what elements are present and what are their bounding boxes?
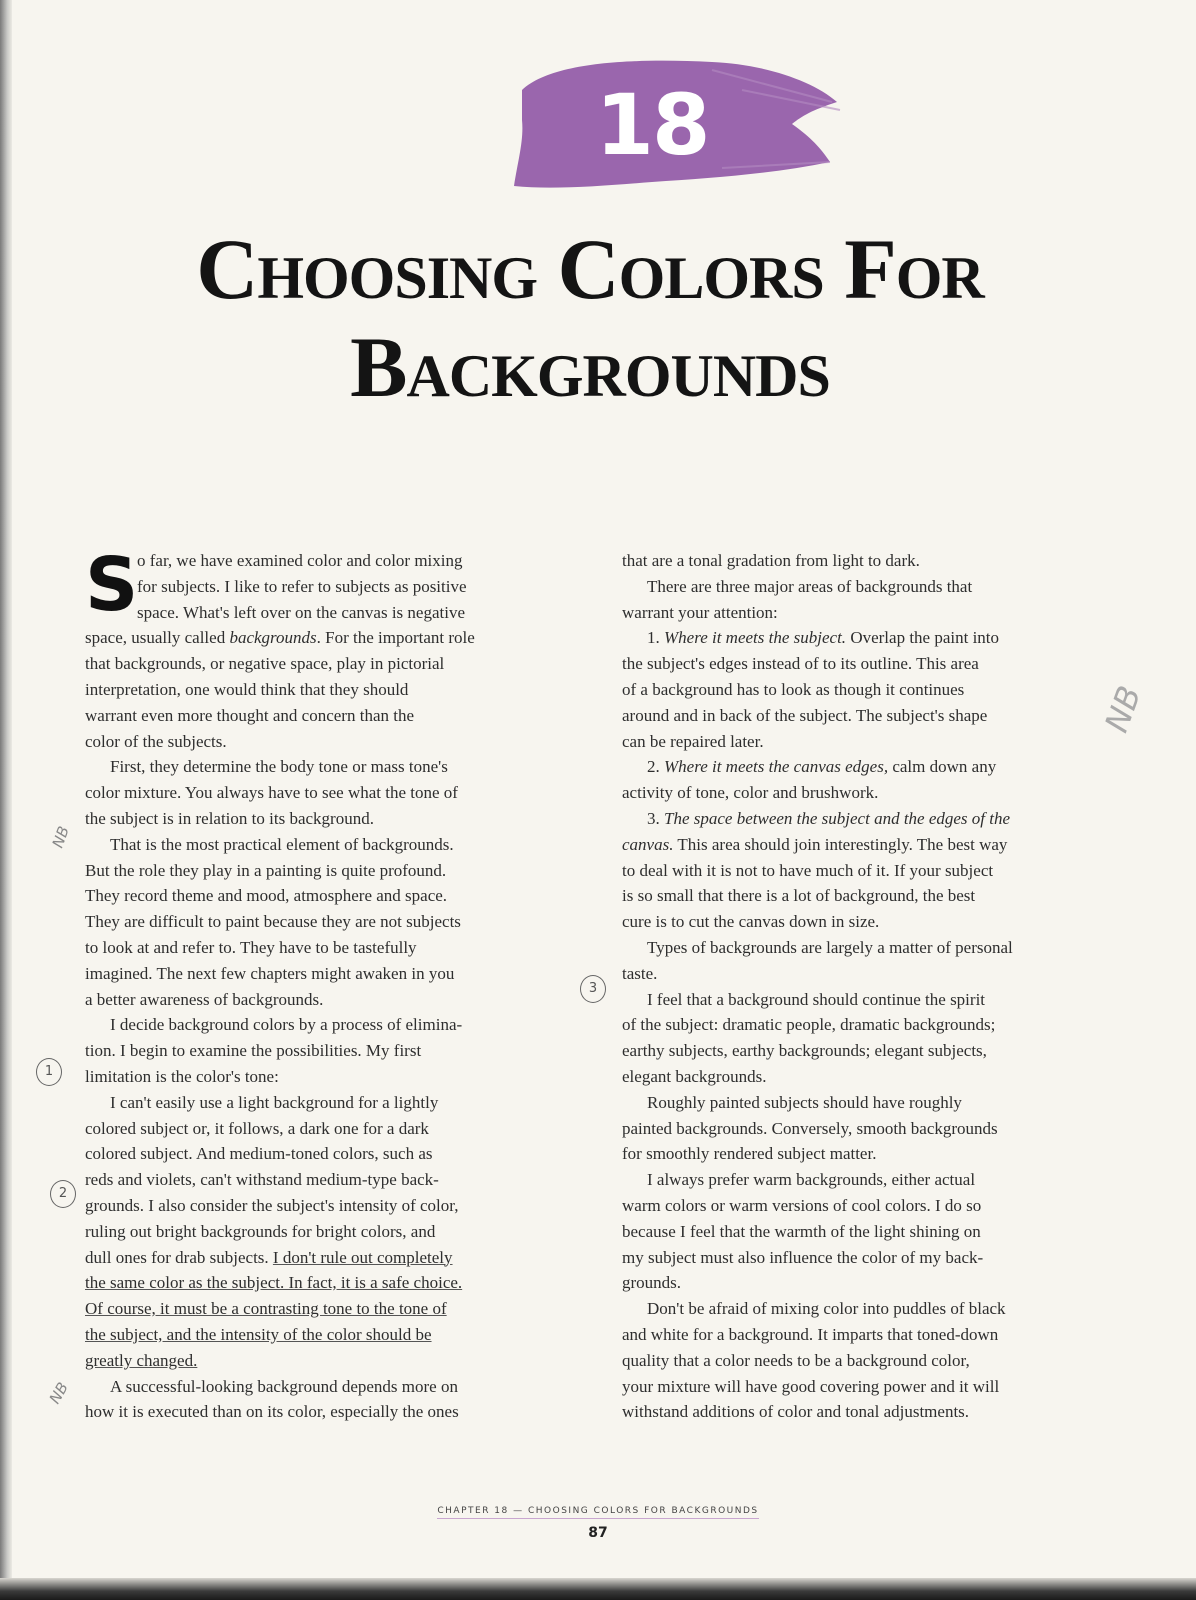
text-line	[622, 883, 1122, 909]
line-text: for subjects. I like to refer to subjects as positive	[137, 576, 467, 596]
line-text: around and in back of the subject. The subject's shape	[622, 705, 988, 725]
text-line	[622, 961, 1122, 987]
line-text: withstand additions of color and tonal adjustments.	[622, 1402, 970, 1422]
underlined-text: Of course, it must be a contrasting tone to the tone of	[85, 1299, 447, 1319]
text-line	[622, 858, 1122, 884]
text-line	[622, 1374, 1122, 1400]
line-text: warm colors or warm versions of cool colors. I do so	[622, 1195, 982, 1215]
text-line	[85, 729, 595, 755]
line-text: activity of tone, color and brushwork.	[622, 783, 879, 803]
text-line	[85, 909, 595, 935]
italic-phrase: backgrounds	[229, 628, 317, 648]
line-text: can be repaired later.	[622, 731, 764, 751]
line-text: Overlap the paint into	[846, 628, 1000, 648]
text-line	[85, 1193, 595, 1219]
italic-phrase: Where it meets the canvas edges,	[664, 757, 889, 777]
line-text: painted backgrounds. Conversely, smooth backgrounds	[622, 1118, 998, 1138]
line-text: that backgrounds, or negative space, play in pictorial	[85, 654, 445, 674]
text-line	[622, 1116, 1122, 1142]
text-line	[622, 574, 1122, 600]
line-text: 1.	[647, 628, 664, 648]
text-line	[622, 600, 1122, 626]
line-text: I always prefer warm backgrounds, either actual	[647, 1170, 976, 1190]
line-text: colored subject or, it follows, a dark one for a dark	[85, 1118, 429, 1138]
chapter-title	[90, 220, 1090, 416]
line-text: space. What's left over on the canvas is negative	[137, 602, 465, 622]
line-text: space, usually called	[85, 628, 230, 648]
text-line	[85, 1219, 595, 1245]
right-text-column	[622, 548, 1122, 1425]
line-text: the subject is in relation to its background.	[85, 808, 374, 828]
text-line	[622, 677, 1122, 703]
line-text: color mixture. You always have to see what the tone of	[85, 783, 458, 803]
italic-phrase: canvas.	[622, 834, 674, 854]
line-text: 2.	[647, 757, 664, 777]
text-line	[85, 961, 595, 987]
text-line	[622, 832, 1122, 858]
line-text: tion. I begin to examine the possibilities. My first	[85, 1041, 422, 1061]
text-line	[85, 754, 595, 780]
text-line	[622, 1193, 1122, 1219]
line-text: o far, we have examined color and color mixing	[137, 551, 463, 570]
text-line	[622, 806, 1122, 832]
left-text-column	[85, 542, 595, 1425]
drop-cap: S	[85, 542, 139, 628]
line-text: There are three major areas of backgrounds that	[647, 576, 973, 596]
text-line	[622, 1038, 1122, 1064]
line-text: of a background has to look as though it continues	[622, 679, 965, 699]
text-line	[85, 1270, 595, 1296]
text-line	[85, 1167, 595, 1193]
line-text: grounds. I also consider the subject's intensity of color,	[85, 1195, 459, 1215]
text-line	[85, 625, 595, 651]
line-text: ruling out bright backgrounds for bright colors, and	[85, 1221, 436, 1241]
line-text: color of the subjects.	[85, 731, 227, 751]
line-text: and white for a background. It imparts that toned-down	[622, 1324, 999, 1344]
text-line	[85, 1322, 595, 1348]
line-text: First, they determine the body tone or mass tone's	[110, 757, 448, 777]
text-line	[622, 909, 1122, 935]
page-number: 87	[588, 1525, 608, 1541]
text-line	[622, 1296, 1122, 1322]
text-line	[622, 1219, 1122, 1245]
text-line	[622, 1090, 1122, 1116]
line-text: I feel that a background should continue the spirit	[647, 989, 986, 1009]
line-text: Types of backgrounds are largely a matter of personal	[647, 937, 1013, 957]
text-line	[85, 935, 595, 961]
line-text: to look at and refer to. They have to be tastefully	[85, 937, 417, 957]
line-text: warrant even more thought and concern than the	[85, 705, 415, 725]
underlined-text: I don't rule out completely	[272, 1247, 453, 1267]
line-text: for smoothly rendered subject matter.	[622, 1144, 877, 1164]
text-line	[85, 832, 595, 858]
text-line	[85, 1038, 595, 1064]
text-line	[622, 1322, 1122, 1348]
line-text: elegant backgrounds.	[622, 1066, 767, 1086]
chapter-title-line-2: Backgrounds	[350, 319, 830, 415]
line-text: because I feel that the warmth of the light shining on	[622, 1221, 981, 1241]
text-line	[85, 883, 595, 909]
text-line	[622, 1141, 1122, 1167]
line-text: limitation is the color's tone:	[85, 1066, 279, 1086]
text-line	[622, 935, 1122, 961]
line-text: They record theme and mood, atmosphere and space.	[85, 886, 448, 906]
text-line	[622, 548, 1122, 574]
text-line	[85, 677, 595, 703]
text-line	[85, 703, 595, 729]
circled-number-3: 3	[580, 975, 606, 1003]
line-text: warrant your attention:	[622, 602, 778, 622]
line-text: of the subject: dramatic people, dramatic backgrounds;	[622, 1015, 996, 1035]
text-line	[85, 1090, 595, 1116]
text-line	[85, 574, 595, 600]
circled-number-2: 2	[50, 1180, 76, 1208]
margin-note-nb-bottom: NB	[45, 1379, 72, 1407]
line-text: that are a tonal gradation from light to dark.	[622, 551, 920, 570]
line-text: is so small that there is a lot of background, the best	[622, 886, 976, 906]
text-line	[85, 1296, 595, 1322]
line-text: 3.	[647, 808, 664, 828]
text-line	[85, 780, 595, 806]
text-line	[85, 1012, 595, 1038]
margin-note-nb-right: NB	[1097, 680, 1149, 738]
circled-number-1: 1	[36, 1058, 62, 1086]
line-text: imagined. The next few chapters might awaken in you	[85, 963, 455, 983]
chapter-number: 18	[595, 76, 709, 174]
running-head: CHAPTER 18 — CHOOSING COLORS FOR BACKGROUNDS	[437, 1506, 758, 1519]
line-text: calm down any	[888, 757, 997, 777]
text-line	[622, 1270, 1122, 1296]
text-line	[622, 729, 1122, 755]
text-line	[85, 600, 595, 626]
italic-phrase: Where it meets the subject.	[664, 628, 847, 648]
line-text: grounds.	[622, 1273, 682, 1293]
line-text: Don't be afraid of mixing color into puddles of black	[647, 1299, 1006, 1319]
line-text: . For the important role	[316, 628, 475, 648]
text-line	[85, 858, 595, 884]
page-footer	[0, 1498, 1196, 1541]
line-text: a better awareness of backgrounds.	[85, 989, 324, 1009]
text-line	[85, 548, 595, 574]
line-text: earthy subjects, earthy backgrounds; elegant subjects,	[622, 1041, 987, 1061]
text-line	[85, 1399, 595, 1425]
text-line	[85, 1064, 595, 1090]
line-text: colored subject. And medium-toned colors, such as	[85, 1144, 433, 1164]
book-spine-shadow	[0, 0, 12, 1600]
text-line	[85, 1116, 595, 1142]
text-line	[622, 1012, 1122, 1038]
line-text: to deal with it is not to have much of it. If your subject	[622, 860, 994, 880]
margin-note-nb-left: NB	[48, 823, 73, 851]
text-line	[85, 1374, 595, 1400]
line-text: I decide background colors by a process of elimina-	[110, 1015, 463, 1035]
line-text: cure is to cut the canvas down in size.	[622, 912, 880, 932]
text-line	[85, 1348, 595, 1374]
text-line	[85, 987, 595, 1013]
text-line	[622, 1399, 1122, 1425]
line-text: the subject's edges instead of to its outline. This area	[622, 654, 979, 674]
text-line	[622, 1167, 1122, 1193]
text-line	[622, 651, 1122, 677]
underlined-text: greatly changed.	[85, 1350, 198, 1370]
line-text: taste.	[622, 963, 658, 983]
line-text: That is the most practical element of backgrounds.	[110, 834, 454, 854]
text-line	[85, 806, 595, 832]
text-line	[622, 1348, 1122, 1374]
text-line	[622, 625, 1122, 651]
text-line	[622, 780, 1122, 806]
line-text: Roughly painted subjects should have roughly	[647, 1092, 962, 1112]
line-text: quality that a color needs to be a background color,	[622, 1350, 970, 1370]
underlined-text: the subject, and the intensity of the color should be	[85, 1324, 432, 1344]
line-text: I can't easily use a light background for a lightly	[110, 1092, 439, 1112]
text-line	[622, 987, 1122, 1013]
text-line	[85, 651, 595, 677]
line-text: my subject must also influence the color of my back-	[622, 1247, 984, 1267]
text-line	[622, 1064, 1122, 1090]
text-line	[622, 1245, 1122, 1271]
chapter-title-line-1: Choosing Colors For	[196, 221, 984, 317]
page-bottom-edge	[0, 1578, 1196, 1600]
line-text: your mixture will have good covering power and it will	[622, 1376, 1000, 1396]
line-text: how it is executed than on its color, especially the ones	[85, 1402, 459, 1422]
underlined-text: the same color as the subject. In fact, it is a safe choice.	[85, 1273, 463, 1293]
line-text: This area should join interestingly. The best way	[673, 834, 1008, 854]
line-text: reds and violets, can't withstand medium-type back-	[85, 1170, 439, 1190]
text-line	[622, 703, 1122, 729]
line-text: dull ones for drab subjects.	[85, 1247, 273, 1267]
line-text: interpretation, one would think that they should	[85, 679, 409, 699]
line-text: They are difficult to paint because they are not subjects	[85, 912, 461, 932]
line-text: But the role they play in a painting is quite profound.	[85, 860, 447, 880]
text-line	[622, 754, 1122, 780]
text-line	[85, 1245, 595, 1271]
italic-phrase: The space between the subject and the edges of the	[664, 808, 1011, 828]
line-text: A successful-looking background depends more on	[110, 1376, 458, 1396]
text-line	[85, 1141, 595, 1167]
